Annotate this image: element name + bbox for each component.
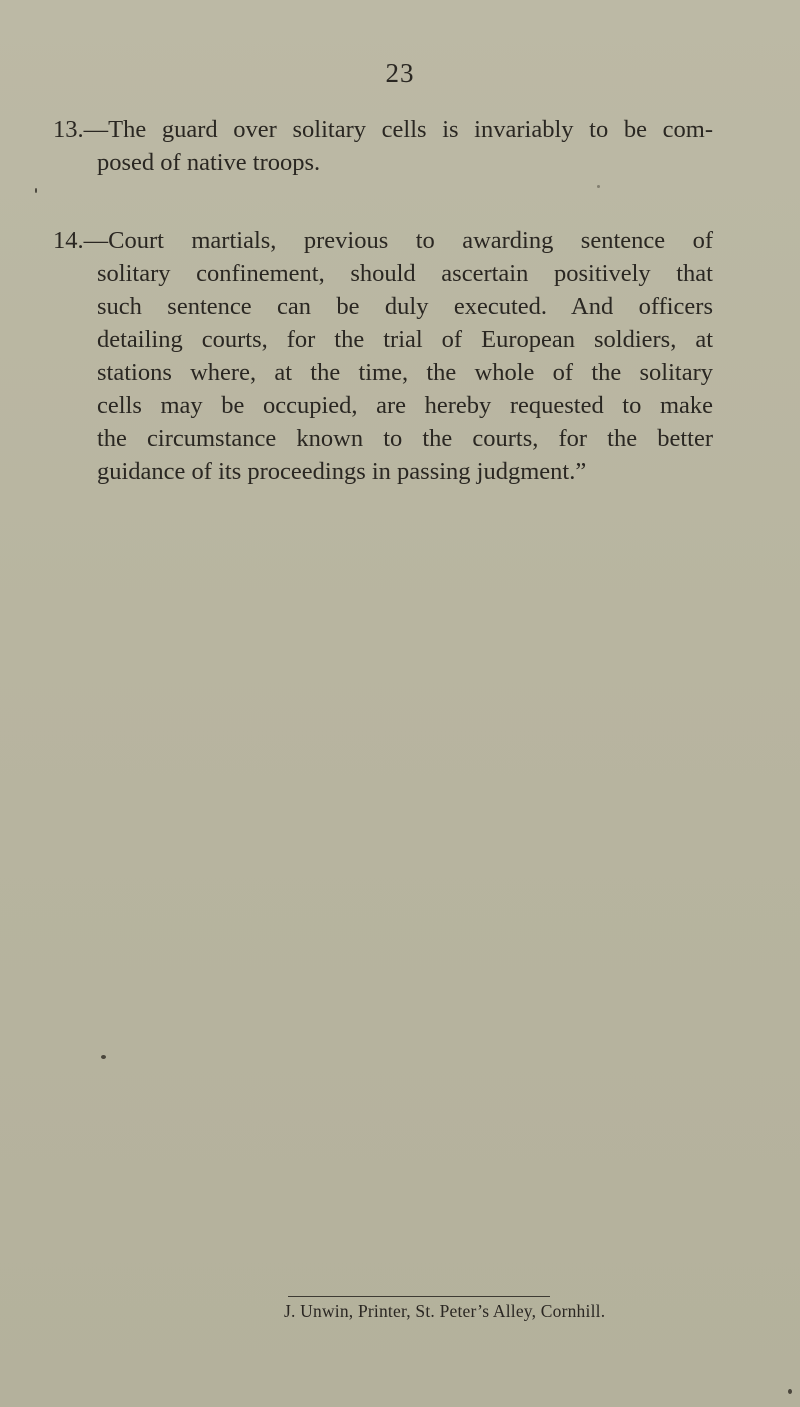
paragraph-line: [53, 113, 713, 146]
paragraph-number: 13.: [53, 116, 84, 143]
paragraph-line: detailing courts, for the trial of European soldiers, at: [97, 326, 713, 353]
paragraph-line: posed of native troops.: [97, 149, 321, 176]
paper-speck: [35, 188, 37, 193]
imprint-rule: [288, 1296, 550, 1297]
paragraph-text: —Court martials, previous to awarding sentence of: [83, 227, 713, 254]
paragraph-14: [53, 224, 713, 488]
paragraph-line: guidance of its proceedings in passing judgment.”: [97, 458, 587, 485]
paper-speck: [597, 185, 600, 188]
paragraph-text: —The guard over solitary cells is invariably to be com-: [83, 116, 713, 143]
paragraph-line: the circumstance known to the courts, for the better: [97, 425, 713, 452]
paragraph-line: such sentence can be duly executed. And officers: [97, 293, 713, 320]
paragraph-13: [53, 113, 713, 179]
printer-imprint: J. Unwin, Printer, St. Peter’s Alley, Cornhill.: [284, 1301, 606, 1321]
paragraph-line: [53, 224, 713, 257]
paper-speck: [101, 1055, 106, 1059]
paragraph-line: solitary confinement, should ascertain positively that: [97, 260, 713, 287]
paragraph-line: stations where, at the time, the whole of the solitary: [97, 359, 713, 386]
paragraph-line: cells may be occupied, are hereby requested to make: [97, 392, 713, 419]
paragraph-number: 14.: [53, 227, 84, 254]
page-number: 23: [385, 58, 415, 88]
paper-speck: [788, 1389, 792, 1394]
